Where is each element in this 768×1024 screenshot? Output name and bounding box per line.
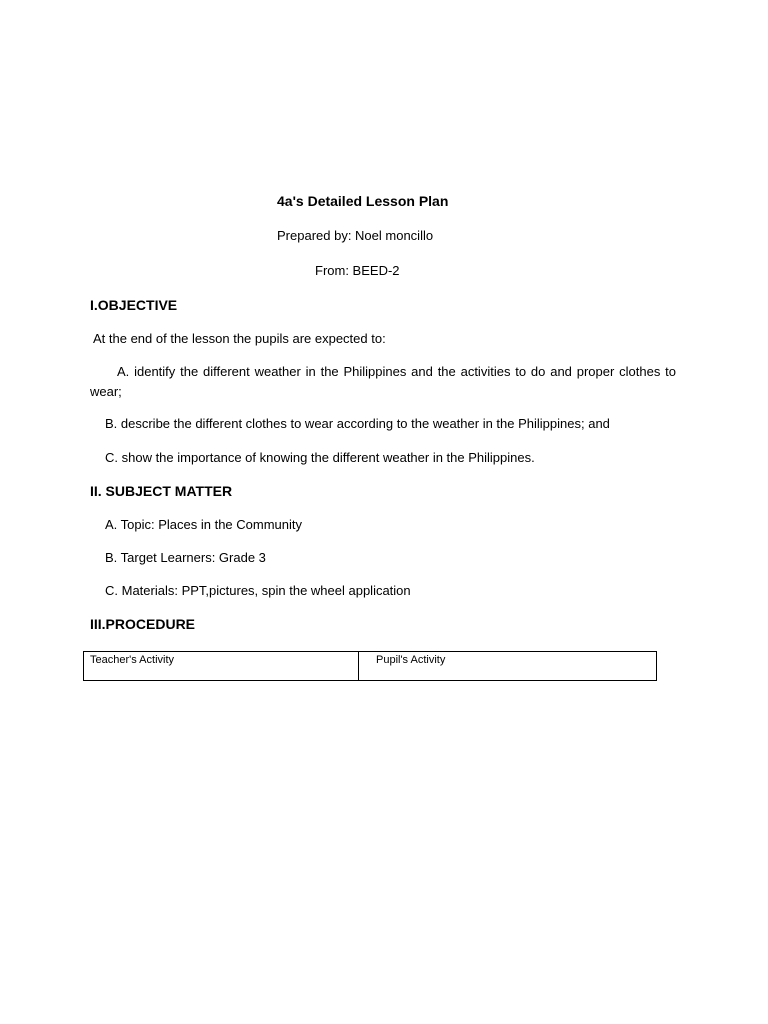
pupil-activity-label: Pupil's Activity — [376, 654, 446, 666]
subject-item-materials: C. Materials: PPT,pictures, spin the wheel application — [105, 583, 411, 598]
table-header-pupil — [359, 652, 656, 680]
objective-heading: I.OBJECTIVE — [90, 297, 178, 313]
table-header-teacher — [84, 652, 359, 680]
subject-item-learners: B. Target Learners: Grade 3 — [105, 550, 266, 565]
objective-item-a: A. identify the different weather in the Philippines and the activities to do and proper clothes to wear; — [90, 364, 676, 399]
subject-item-topic: A. Topic: Places in the Community — [105, 517, 303, 532]
objective-item-b: B. describe the different clothes to wear according to the weather in the Philippines; and — [105, 416, 610, 431]
procedure-table — [83, 651, 657, 681]
from-section: From: BEED-2 — [315, 263, 400, 278]
objective-item-c: C. show the importance of knowing the different weather in the Philippines. — [105, 450, 535, 465]
teacher-activity-label: Teacher's Activity — [90, 654, 175, 666]
subject-matter-heading: II. SUBJECT MATTER — [90, 483, 233, 499]
prepared-by: Prepared by: Noel moncillo — [277, 228, 434, 243]
procedure-heading: III.PROCEDURE — [90, 616, 196, 632]
document-title: 4a's Detailed Lesson Plan — [277, 193, 449, 209]
objective-intro: At the end of the lesson the pupils are expected to: — [93, 331, 386, 346]
